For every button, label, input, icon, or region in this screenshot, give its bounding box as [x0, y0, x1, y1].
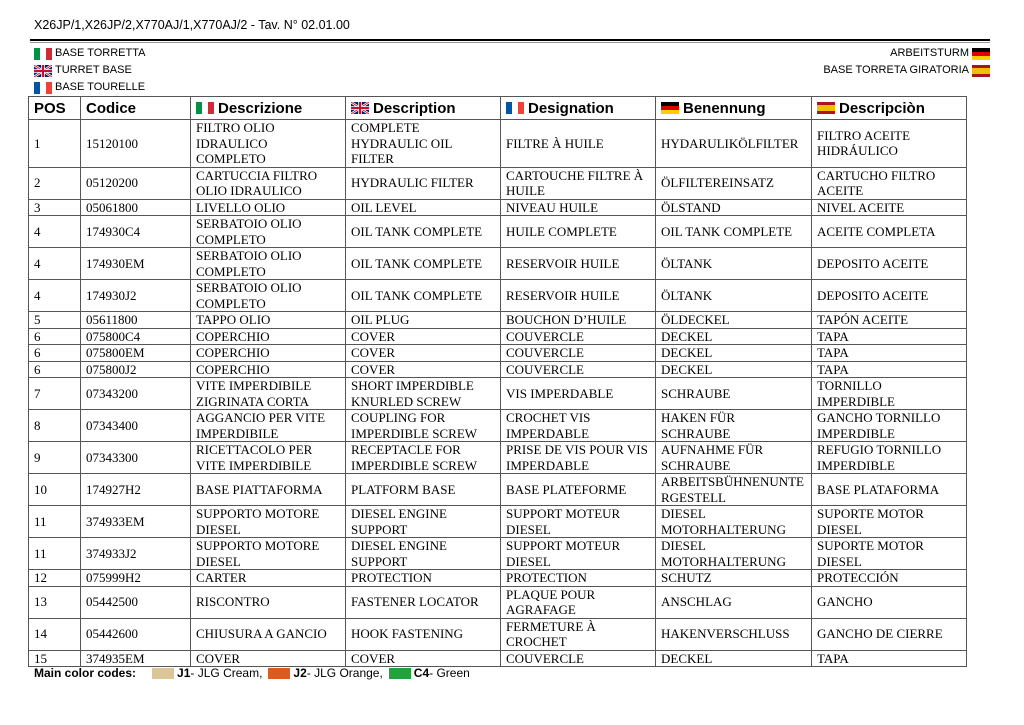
table-row — [29, 506, 967, 538]
legend-title: Main color codes: — [34, 666, 137, 680]
header-rule — [30, 39, 990, 41]
cell-fr: VIS IMPERDABLE — [501, 378, 656, 410]
cell-en: SHORT IMPERDIBLE KNURLED SCREW — [346, 378, 501, 410]
cell-en: HYDRAULIC FILTER — [346, 167, 501, 199]
spain-flag-icon — [817, 102, 835, 114]
table-row — [29, 618, 967, 650]
cell-code: 05442500 — [81, 586, 191, 618]
table-row — [29, 442, 967, 474]
cell-en: COMPLETE HYDRAULIC OIL FILTER — [346, 120, 501, 168]
col-header-es-label: Descripciòn — [839, 99, 925, 117]
cell-it: RICETTACOLO PER VITE IMPERDIBILE — [191, 442, 346, 474]
cell-es: TAPA — [812, 650, 967, 667]
cell-de: ÖLTANK — [656, 280, 812, 312]
cell-pos: 4 — [29, 248, 81, 280]
cell-fr: HUILE COMPLETE — [501, 216, 656, 248]
table-row — [29, 248, 967, 280]
cell-fr: CROCHET VIS IMPERDABLE — [501, 410, 656, 442]
cell-es: TORNILLO IMPERDIBLE — [812, 378, 967, 410]
cell-en: DIESEL ENGINE SUPPORT — [346, 506, 501, 538]
parts-table — [28, 96, 967, 667]
legend-swatch-c4 — [389, 668, 411, 679]
cell-es: TAPÓN ACEITE — [812, 312, 967, 329]
cell-pos: 3 — [29, 199, 81, 216]
table-row — [29, 586, 967, 618]
cell-fr: COUVERCLE — [501, 650, 656, 667]
cell-it: CARTUCCIA FILTRO OLIO IDRAULICO — [191, 167, 346, 199]
color-code-legend — [34, 666, 470, 680]
cell-de: DECKEL — [656, 328, 812, 345]
col-header-fr-label: Designation — [528, 99, 614, 117]
col-header-de — [656, 97, 812, 120]
cell-fr: BASE PLATEFORME — [501, 474, 656, 506]
cell-code: 05120200 — [81, 167, 191, 199]
col-header-fr — [501, 97, 656, 120]
cell-code: 05442600 — [81, 618, 191, 650]
legend-swatch-j2 — [268, 668, 290, 679]
cell-it: RISCONTRO — [191, 586, 346, 618]
cell-de: SCHRAUBE — [656, 378, 812, 410]
cell-pos: 15 — [29, 650, 81, 667]
table-row — [29, 120, 967, 168]
col-header-pos — [29, 97, 81, 120]
cell-de: HYDARULIKÖLFILTER — [656, 120, 812, 168]
cell-pos: 12 — [29, 570, 81, 587]
cell-de: OIL TANK COMPLETE — [656, 216, 812, 248]
cell-es: TAPA — [812, 328, 967, 345]
cell-es: GANCHO DE CIERRE — [812, 618, 967, 650]
cell-it: TAPPO OLIO — [191, 312, 346, 329]
table-row — [29, 410, 967, 442]
cell-en: COVER — [346, 345, 501, 362]
table-row — [29, 570, 967, 587]
cell-pos: 14 — [29, 618, 81, 650]
cell-fr: FERMETURE À CROCHET — [501, 618, 656, 650]
cell-de: DIESEL MOTORHALTERUNG — [656, 506, 812, 538]
cell-it: COVER — [191, 650, 346, 667]
cell-it: FILTRO OLIO IDRAULICO COMPLETO — [191, 120, 346, 168]
cell-pos: 10 — [29, 474, 81, 506]
cell-code: 07343300 — [81, 442, 191, 474]
cell-it: VITE IMPERDIBILE ZIGRINATA CORTA — [191, 378, 346, 410]
cell-it: COPERCHIO — [191, 361, 346, 378]
cell-es: PROTECCIÓN — [812, 570, 967, 587]
legend-code-j2: J2 — [293, 666, 307, 680]
cell-es: BASE PLATAFORMA — [812, 474, 967, 506]
cell-it: SERBATOIO OLIO COMPLETO — [191, 216, 346, 248]
cell-en: OIL TANK COMPLETE — [346, 248, 501, 280]
cell-en: COVER — [346, 650, 501, 667]
col-header-en-label: Description — [373, 99, 456, 117]
cell-pos: 11 — [29, 506, 81, 538]
cell-en: RECEPTACLE FOR IMPERDIBLE SCREW — [346, 442, 501, 474]
cell-fr: SUPPORT MOTEUR DIESEL — [501, 506, 656, 538]
cell-en: COVER — [346, 328, 501, 345]
table-row — [29, 167, 967, 199]
cell-pos: 7 — [29, 378, 81, 410]
cell-de: HAKENVERSCHLUSS — [656, 618, 812, 650]
cell-fr: CARTOUCHE FILTRE À HUILE — [501, 167, 656, 199]
cell-en: COUPLING FOR IMPERDIBLE SCREW — [346, 410, 501, 442]
col-header-it-label: Descrizione — [218, 99, 303, 117]
cell-de: DECKEL — [656, 361, 812, 378]
legend-label-c4: - Green — [429, 666, 470, 680]
lang-label-es: BASE TORRETA GIRATORIA — [823, 64, 969, 76]
cell-it: COPERCHIO — [191, 328, 346, 345]
cell-en: COVER — [346, 361, 501, 378]
cell-de: DECKEL — [656, 650, 812, 667]
legend-label-j1: - JLG Cream, — [190, 666, 263, 680]
table-row — [29, 378, 967, 410]
lang-row-en — [34, 62, 145, 79]
lang-label-it: BASE TORRETTA — [55, 47, 146, 59]
cell-pos: 6 — [29, 361, 81, 378]
cell-en: DIESEL ENGINE SUPPORT — [346, 538, 501, 570]
lang-row-de — [823, 45, 990, 62]
cell-it: BASE PIATTAFORMA — [191, 474, 346, 506]
lang-row-it — [34, 45, 145, 62]
cell-es: FILTRO ACEITE HIDRÁULICO — [812, 120, 967, 168]
cell-en: FASTENER LOCATOR — [346, 586, 501, 618]
cell-en: HOOK FASTENING — [346, 618, 501, 650]
cell-fr: BOUCHON D’HUILE — [501, 312, 656, 329]
lang-label-en: TURRET BASE — [55, 64, 132, 76]
cell-code: 15120100 — [81, 120, 191, 168]
cell-es: DEPOSITO ACEITE — [812, 280, 967, 312]
cell-en: OIL LEVEL — [346, 199, 501, 216]
cell-de: ARBEITSBÜHNENUNTERGESTELL — [656, 474, 812, 506]
legend-label-j2: - JLG Orange, — [306, 666, 383, 680]
germany-flag-icon — [972, 48, 990, 60]
col-header-en — [346, 97, 501, 120]
table-row — [29, 474, 967, 506]
cell-code: 174930C4 — [81, 216, 191, 248]
cell-code: 07343400 — [81, 410, 191, 442]
cell-it: SUPPORTO MOTORE DIESEL — [191, 538, 346, 570]
cell-en: OIL PLUG — [346, 312, 501, 329]
cell-code: 05061800 — [81, 199, 191, 216]
document-title: X26JP/1,X26JP/2,X770AJ/1,X770AJ/2 - Tav. N° 02.01.00 — [34, 18, 350, 32]
cell-de: ANSCHLAG — [656, 586, 812, 618]
cell-es: DEPOSITO ACEITE — [812, 248, 967, 280]
cell-code: 174927H2 — [81, 474, 191, 506]
cell-pos: 8 — [29, 410, 81, 442]
cell-de: ÖLFILTEREINSATZ — [656, 167, 812, 199]
table-row — [29, 538, 967, 570]
header-rule-thin — [30, 42, 990, 43]
language-labels-left — [34, 45, 145, 96]
legend-swatch-j1 — [152, 668, 174, 679]
cell-code: 174930J2 — [81, 280, 191, 312]
cell-es: CARTUCHO FILTRO ACEITE — [812, 167, 967, 199]
cell-code: 05611800 — [81, 312, 191, 329]
legend-code-j1: J1 — [177, 666, 191, 680]
france-flag-icon — [34, 82, 52, 94]
cell-fr: PROTECTION — [501, 570, 656, 587]
cell-fr: NIVEAU HUILE — [501, 199, 656, 216]
cell-en: PROTECTION — [346, 570, 501, 587]
table-row — [29, 199, 967, 216]
uk-flag-icon — [34, 65, 52, 77]
cell-it: CHIUSURA A GANCIO — [191, 618, 346, 650]
cell-fr: FILTRE À HUILE — [501, 120, 656, 168]
cell-code: 075800J2 — [81, 361, 191, 378]
lang-label-de: ARBEITSTURM — [890, 47, 969, 59]
cell-it: AGGANCIO PER VITE IMPERDIBILE — [191, 410, 346, 442]
table-row — [29, 650, 967, 667]
cell-code: 374933J2 — [81, 538, 191, 570]
uk-flag-icon — [351, 102, 369, 114]
cell-en: OIL TANK COMPLETE — [346, 216, 501, 248]
cell-code: 374933EM — [81, 506, 191, 538]
cell-es: TAPA — [812, 345, 967, 362]
col-header-pos-label: POS — [34, 99, 66, 117]
cell-es: ACEITE COMPLETA — [812, 216, 967, 248]
cell-code: 075999H2 — [81, 570, 191, 587]
cell-es: GANCHO — [812, 586, 967, 618]
lang-row-es — [823, 62, 990, 79]
cell-pos: 9 — [29, 442, 81, 474]
table-header-row — [29, 97, 967, 120]
cell-de: HAKEN FÜR SCHRAUBE — [656, 410, 812, 442]
cell-pos: 4 — [29, 216, 81, 248]
cell-code: 075800C4 — [81, 328, 191, 345]
cell-fr: RESERVOIR HUILE — [501, 280, 656, 312]
cell-it: LIVELLO OLIO — [191, 199, 346, 216]
cell-it: SERBATOIO OLIO COMPLETO — [191, 248, 346, 280]
cell-fr: COUVERCLE — [501, 361, 656, 378]
language-labels-right — [823, 45, 990, 79]
cell-de: AUFNAHME FÜR SCHRAUBE — [656, 442, 812, 474]
cell-pos: 6 — [29, 345, 81, 362]
col-header-de-label: Benennung — [683, 99, 766, 117]
cell-code: 374935EM — [81, 650, 191, 667]
cell-pos: 6 — [29, 328, 81, 345]
cell-fr: COUVERCLE — [501, 328, 656, 345]
cell-code: 174930EM — [81, 248, 191, 280]
cell-code: 07343200 — [81, 378, 191, 410]
table-row — [29, 312, 967, 329]
table-row — [29, 280, 967, 312]
cell-de: DIESEL MOTORHALTERUNG — [656, 538, 812, 570]
cell-fr: PLAQUE POUR AGRAFAGE — [501, 586, 656, 618]
cell-es: REFUGIO TORNILLO IMPERDIBLE — [812, 442, 967, 474]
table-row — [29, 216, 967, 248]
cell-de: ÖLDECKEL — [656, 312, 812, 329]
spain-flag-icon — [972, 65, 990, 77]
col-header-es — [812, 97, 967, 120]
cell-es: TAPA — [812, 361, 967, 378]
legend-code-c4: C4 — [413, 666, 430, 680]
cell-it: COPERCHIO — [191, 345, 346, 362]
cell-it: SERBATOIO OLIO COMPLETO — [191, 280, 346, 312]
table-row — [29, 328, 967, 345]
col-header-code — [81, 97, 191, 120]
cell-fr: SUPPORT MOTEUR DIESEL — [501, 538, 656, 570]
cell-de: DECKEL — [656, 345, 812, 362]
cell-de: ÖLSTAND — [656, 199, 812, 216]
cell-de: ÖLTANK — [656, 248, 812, 280]
cell-it: SUPPORTO MOTORE DIESEL — [191, 506, 346, 538]
table-row — [29, 361, 967, 378]
cell-it: CARTER — [191, 570, 346, 587]
table-row — [29, 345, 967, 362]
france-flag-icon — [506, 102, 524, 114]
col-header-code-label: Codice — [86, 99, 137, 117]
lang-label-fr: BASE TOURELLE — [55, 81, 146, 93]
cell-es: GANCHO TORNILLO IMPERDIBLE — [812, 410, 967, 442]
col-header-it — [191, 97, 346, 120]
cell-pos: 1 — [29, 120, 81, 168]
cell-pos: 2 — [29, 167, 81, 199]
cell-es: NIVEL ACEITE — [812, 199, 967, 216]
cell-es: SUPORTE MOTOR DIESEL — [812, 506, 967, 538]
cell-en: PLATFORM BASE — [346, 474, 501, 506]
italy-flag-icon — [34, 48, 52, 60]
cell-pos: 11 — [29, 538, 81, 570]
cell-de: SCHUTZ — [656, 570, 812, 587]
cell-pos: 4 — [29, 280, 81, 312]
cell-fr: RESERVOIR HUILE — [501, 248, 656, 280]
lang-row-fr — [34, 79, 145, 96]
cell-pos: 5 — [29, 312, 81, 329]
cell-pos: 13 — [29, 586, 81, 618]
cell-fr: PRISE DE VIS POUR VIS IMPERDABLE — [501, 442, 656, 474]
cell-es: SUPORTE MOTOR DIESEL — [812, 538, 967, 570]
cell-code: 075800EM — [81, 345, 191, 362]
cell-fr: COUVERCLE — [501, 345, 656, 362]
germany-flag-icon — [661, 102, 679, 114]
italy-flag-icon — [196, 102, 214, 114]
cell-en: OIL TANK COMPLETE — [346, 280, 501, 312]
